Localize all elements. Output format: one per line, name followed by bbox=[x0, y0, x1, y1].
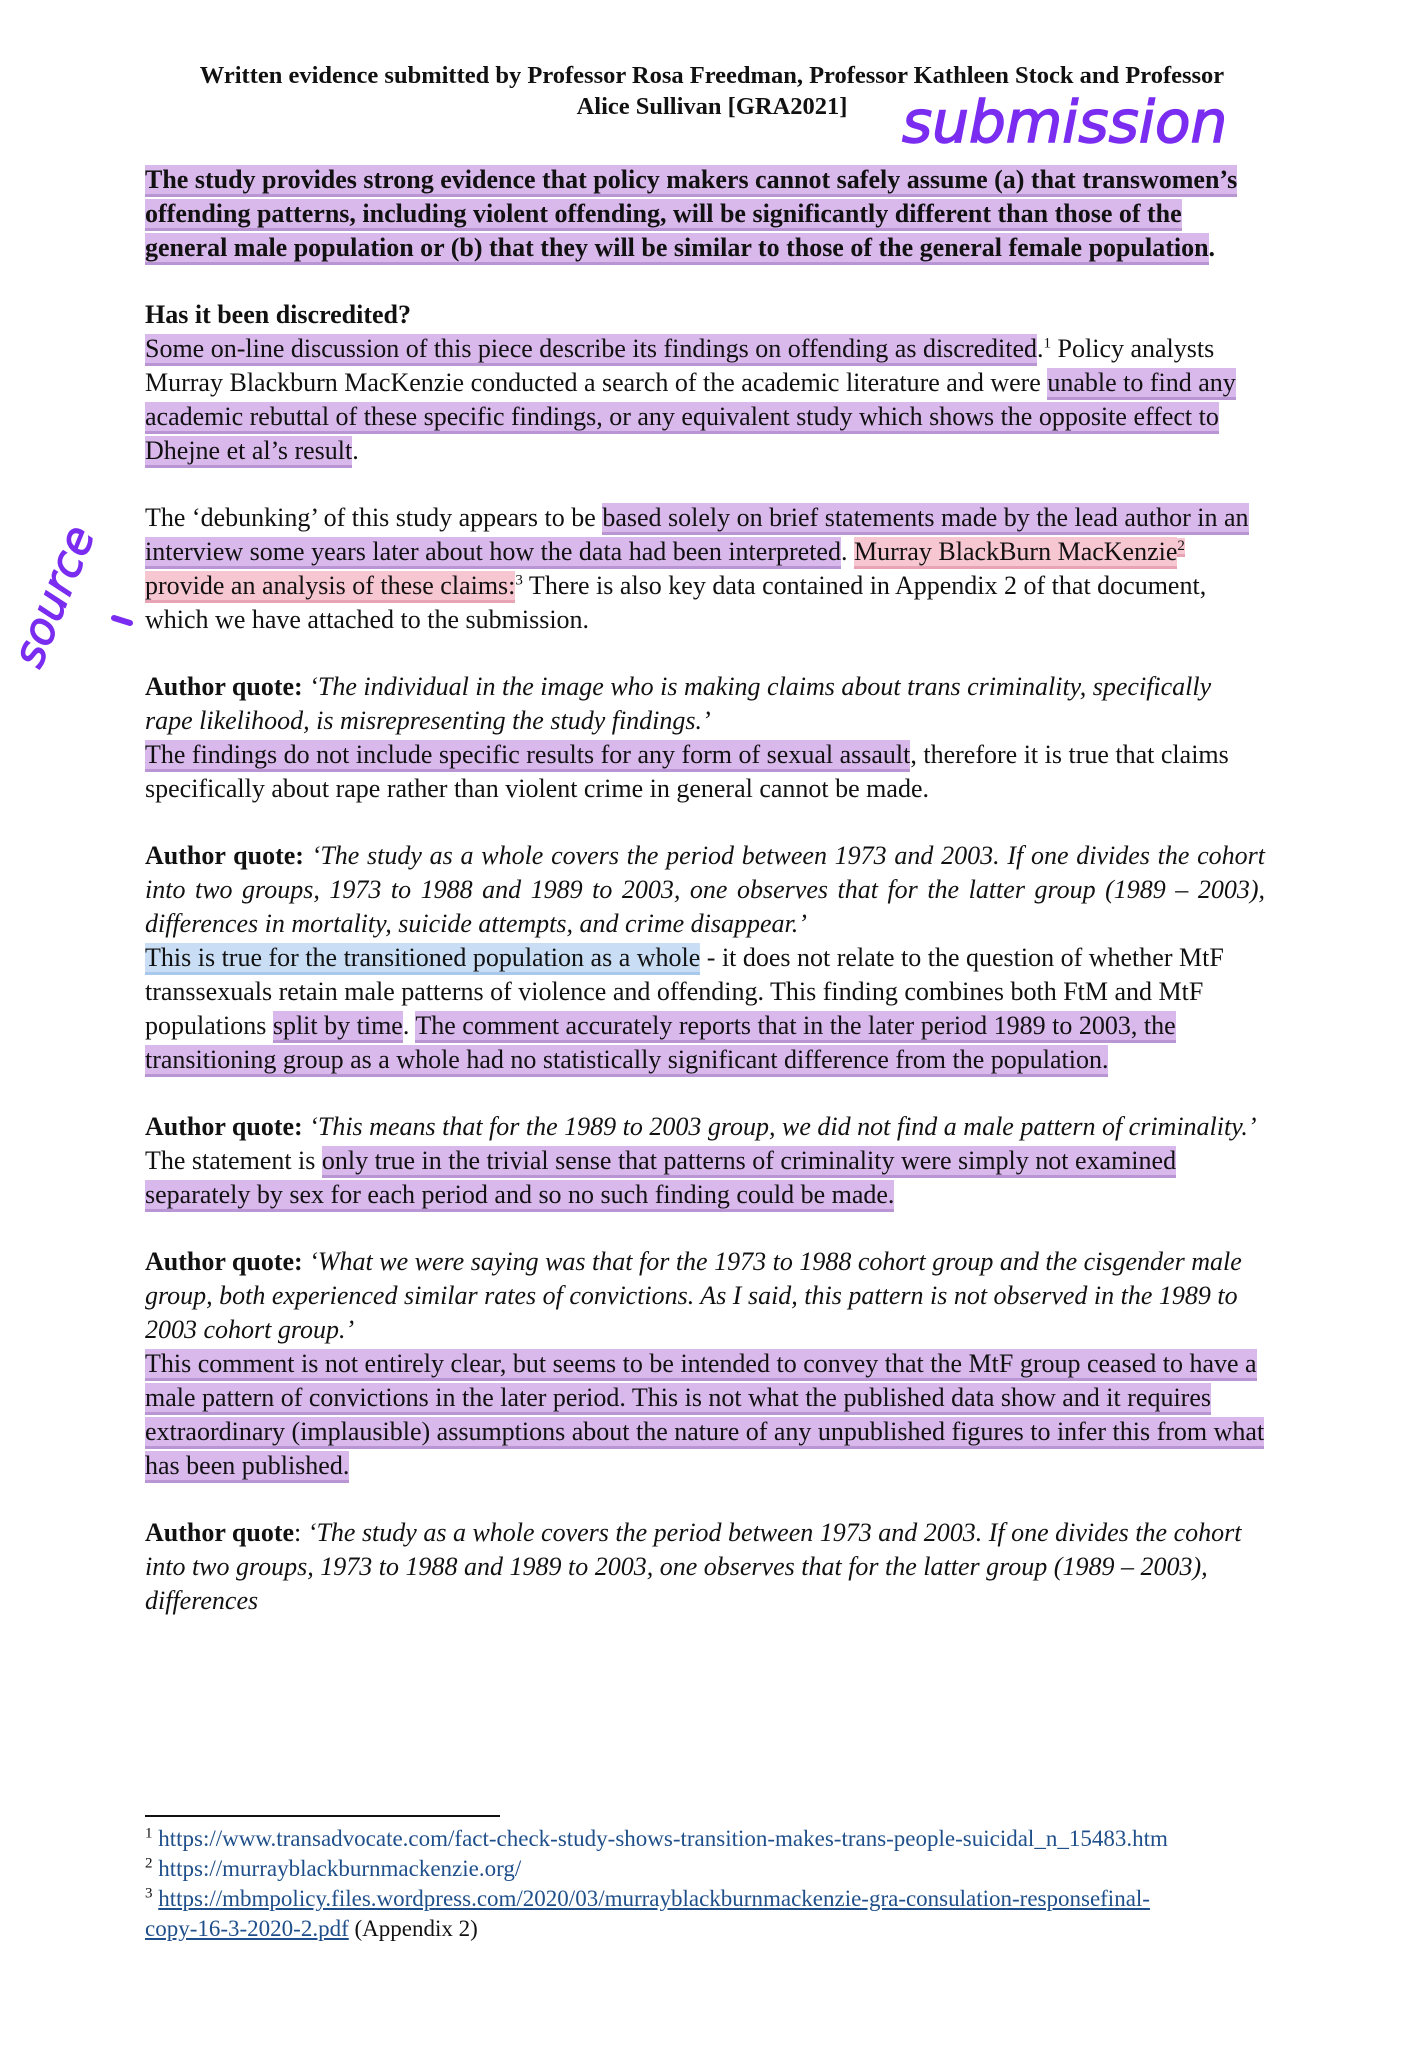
discredited-s3-end: . bbox=[352, 436, 359, 465]
submission-handwriting-text: submission bbox=[902, 90, 1228, 156]
response-text: - it does not relate to the question of whether MtF transsexuals retain male patterns of violence and offending. This finding combines both FtM and MtF populations bbox=[145, 943, 1224, 1040]
response-text: The statement is bbox=[145, 1146, 322, 1175]
footnote-link[interactable]: https://mbmpolicy.files.wordpress.com/2020/03/murrayblackburnmackenzie-gra-consulation-responsefinal-copy-16-3-2020-2.pdf bbox=[145, 1886, 1150, 1941]
footnote-number: 3 bbox=[145, 1885, 153, 1902]
response-highlight: split by time bbox=[272, 1011, 403, 1040]
debunking-s1: The ‘debunking’ of this study appears to be bbox=[145, 503, 603, 532]
author-quote-2 bbox=[145, 839, 1265, 1077]
author-quote-text: ‘What we were saying was that for the 1973 to 1988 cohort group and the cisgender male group, both experienced similar rates of convictions. As I said, this pattern is not observed in the 1989 to 2003 cohort group.’ bbox=[145, 1247, 1242, 1344]
response-text-sep: . bbox=[402, 1011, 416, 1040]
debunking-paragraph bbox=[145, 501, 1265, 637]
author-quote-text: ‘The individual in the image who is making claims about trans criminality, specifically rape likelihood, is misrepresenting the study findings.’ bbox=[145, 672, 1212, 735]
footnote-link[interactable]: https://www.transadvocate.com/fact-check-study-shows-transition-makes-trans-people-suicidal_n_15483.htm bbox=[158, 1826, 1168, 1851]
footnote-link[interactable]: https://murrayblackburnmackenzie.org/ bbox=[158, 1856, 522, 1881]
author-quote-label: Author quote: bbox=[145, 672, 303, 701]
author-quote-label: Author quote: bbox=[145, 841, 304, 870]
footnotes bbox=[145, 1824, 1195, 1944]
footnote-ref-1[interactable]: 1 bbox=[1043, 335, 1052, 352]
intro-paragraph bbox=[145, 163, 1265, 265]
author-quote-text: ‘The study as a whole covers the period between 1973 and 2003. If one divides the cohort into two groups, 1973 to 1988 and 1989 to 2003, one observes that for the latter group (1989 – 2003), differences bbox=[145, 1518, 1242, 1615]
source-handwriting-text: source bbox=[2, 518, 106, 675]
handwritten-submission-annotation bbox=[898, 90, 1338, 162]
debunking-s5: There is also key data contained in Appendix 2 of that document, which we have attached to the submission. bbox=[145, 571, 1207, 634]
footnote-ref-3[interactable]: 3 bbox=[515, 572, 523, 589]
author-quote-text: ‘The study as a whole covers the period between 1973 and 2003. If one divides the cohort into two groups, 1973 to 1988 and 1989 to 2003, one observes that for the latter group (1989 – 2003), differences in mortality, suicide attempts, and crime disappear.’ bbox=[145, 841, 1265, 938]
response-highlight: The comment accurately reports that in the later period 1989 to 2003, the transitioning group as a whole had no statistically significant difference from the population. bbox=[145, 1011, 1176, 1074]
intro-highlight: The study provides strong evidence that policy makers cannot safely assume (a) that transwomen’s offending patterns, including violent offending, will be significantly different than those of the general male population or (b) that they will be similar to those of the general female population bbox=[145, 165, 1238, 262]
response-text: , therefore it is true that claims specifically about rape rather than violent crime in general cannot be made. bbox=[145, 740, 1229, 803]
footnote-divider bbox=[145, 1815, 500, 1817]
author-quote-5 bbox=[145, 1516, 1265, 1618]
annotation-dash-mark bbox=[114, 618, 130, 623]
response-highlight-blue: This is true for the transitioned population as a whole bbox=[145, 943, 701, 972]
discredited-s2: Policy analysts Murray Blackburn MacKenzie conducted a search of the academic literature and were bbox=[145, 334, 1215, 397]
discredited-s1-end: . bbox=[1037, 334, 1044, 363]
author-quote-text: ‘This means that for the 1989 to 2003 group, we did not find a male pattern of criminality.’ bbox=[302, 1112, 1257, 1141]
author-quote-2-block bbox=[145, 839, 1265, 941]
discredited-s3: unable to find any academic rebuttal of these specific findings, or any equivalent study which shows the opposite effect to Dhejne et al’s result bbox=[145, 368, 1236, 465]
footnote-suffix: (Appendix 2) bbox=[348, 1916, 478, 1941]
author-quote-colon: : bbox=[294, 1518, 302, 1547]
discredited-section bbox=[145, 298, 1265, 468]
footnote-2 bbox=[145, 1854, 1195, 1884]
author-quote-label: Author quote: bbox=[145, 1112, 303, 1141]
author-quote-label: Author quote bbox=[145, 1518, 295, 1547]
author-quote-3 bbox=[145, 1110, 1265, 1212]
debunking-s3: Murray BlackBurn MacKenzie bbox=[853, 537, 1178, 566]
debunking-s2: based solely on brief statements made by the lead author in an interview some years later about how the data had been interpreted bbox=[145, 503, 1249, 566]
discredited-s1: Some on-line discussion of this piece describe its findings on offending as discredited bbox=[145, 334, 1038, 363]
header-line-1: Written evidence submitted by Professor Rosa Freedman, Professor Kathleen Stock and Professor bbox=[199, 62, 1225, 89]
section-heading-discredited: Has it been discredited? bbox=[145, 300, 412, 329]
footnote-1 bbox=[145, 1824, 1195, 1854]
author-quote-label: Author quote: bbox=[145, 1247, 303, 1276]
document-body bbox=[145, 163, 1265, 1651]
handwritten-source-annotation bbox=[2, 510, 142, 685]
response-highlight: only true in the trivial sense that patterns of criminality were simply not examined separately by sex for each period and so no such finding could be made. bbox=[145, 1146, 1177, 1209]
response-highlight: The findings do not include specific results for any form of sexual assault bbox=[145, 740, 911, 769]
footnote-number: 1 bbox=[145, 1825, 153, 1842]
debunking-s2-end: . bbox=[840, 537, 854, 566]
debunking-s4: provide an analysis of these claims: bbox=[145, 571, 516, 600]
author-quote-1 bbox=[145, 670, 1265, 806]
footnote-number: 2 bbox=[145, 1855, 153, 1872]
author-quote-4 bbox=[145, 1245, 1265, 1483]
header-line-2: Alice Sullivan [GRA2021] bbox=[576, 93, 848, 120]
footnote-ref-2[interactable]: 2 bbox=[1177, 538, 1185, 555]
footnote-3 bbox=[145, 1884, 1195, 1944]
response-highlight: This comment is not entirely clear, but seems to be intended to convey that the MtF group ceased to have a male pattern of convictions in the later period. This is not what the published data show and it requires extraordinary (implausible) assumptions about the nature of any unpublished figures to infer this from what has been published. bbox=[145, 1349, 1265, 1480]
intro-end: . bbox=[1208, 233, 1216, 262]
